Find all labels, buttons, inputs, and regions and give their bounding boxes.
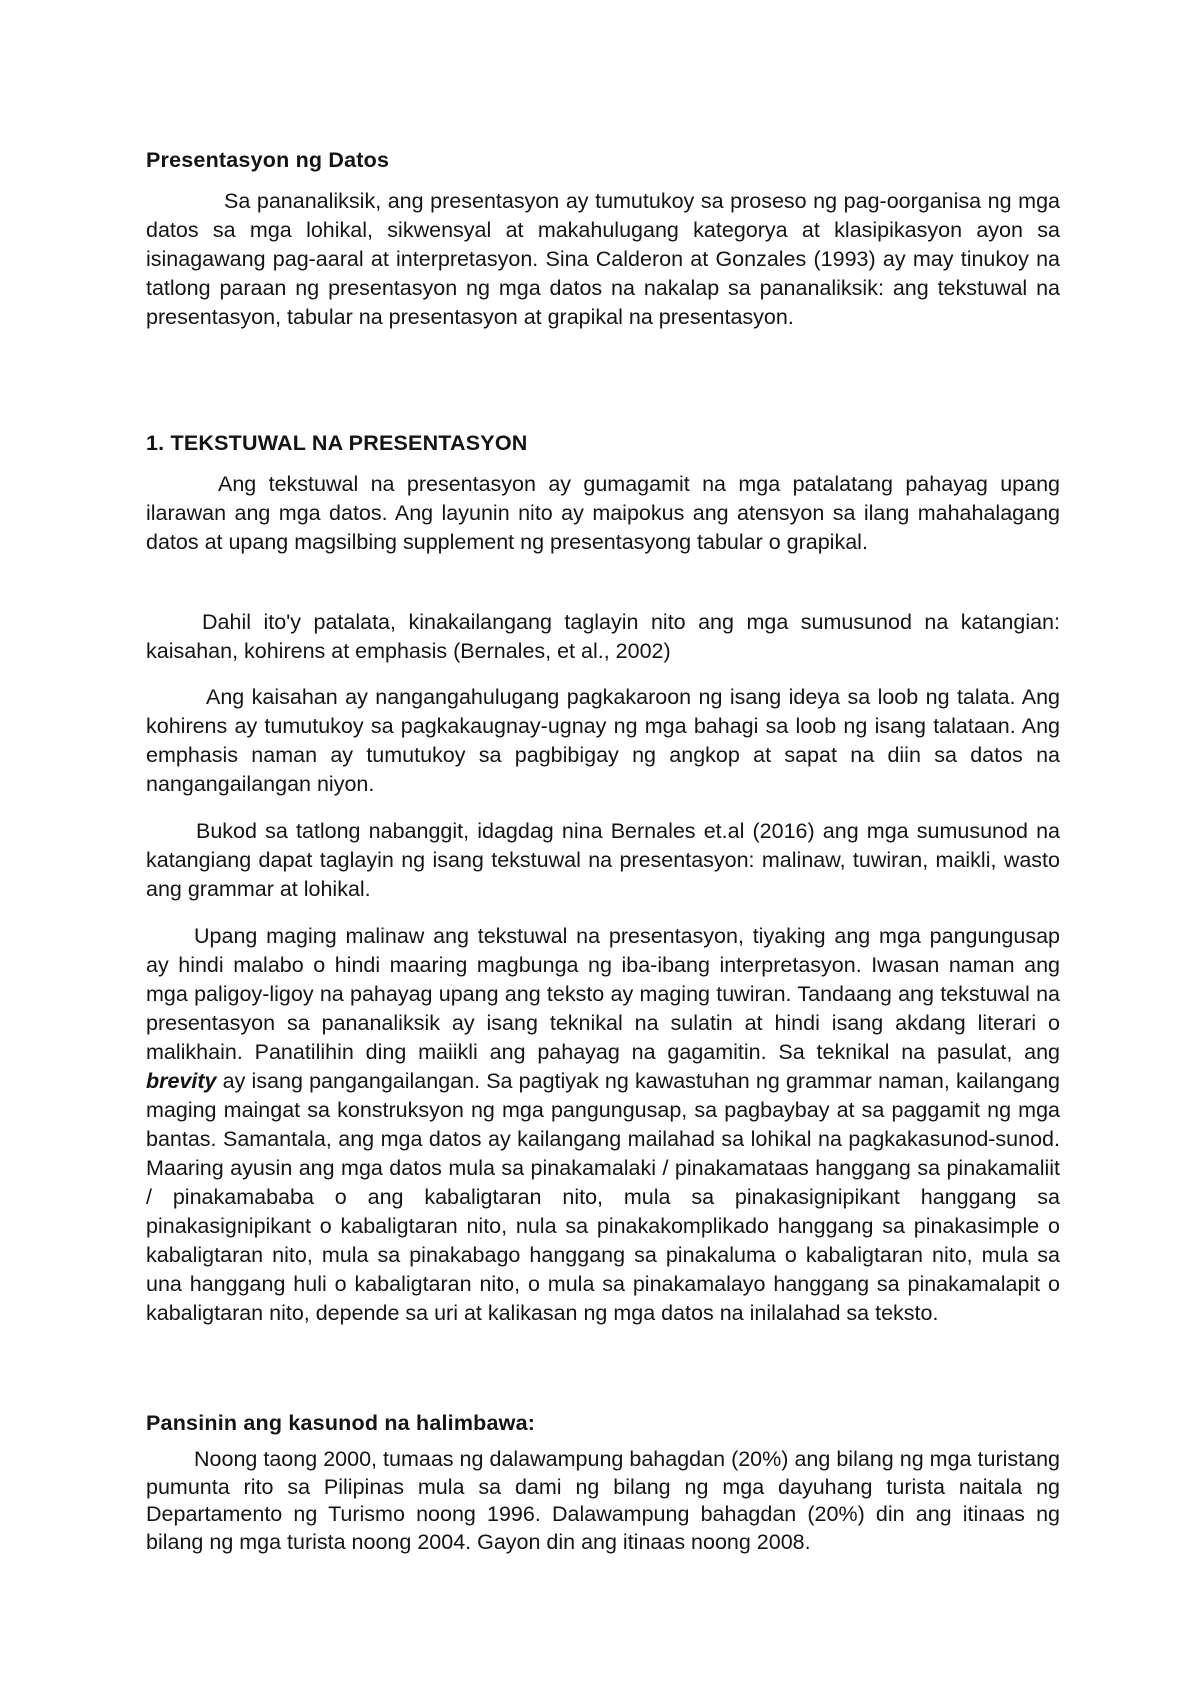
section-paragraph-2: Dahil ito'y patalata, kinakailangang taglayin nito ang mga sumusunod na katangian: kaisahan, kohirens at emphasis (Bernales, et al., 2002) (146, 610, 1060, 663)
example-paragraph: Noong taong 2000, tumaas ng dalawampung bahagdan (20%) ang bilang ng mga turistang pumunta rito sa Pilipinas mula sa dami ng bilang ng mga dayuhang turista naitala ng Departamento ng Turismo noong 1996. Dalawampung bahagdan (20%) din ang itinaas ng bilang ng mga turista noong 2004. Gayon din ang itinaas noong 2008. (146, 1447, 1060, 1554)
example-heading: Pansinin ang kasunod na halimbawa: (146, 1411, 536, 1435)
section-paragraph-4: Bukod sa tatlong nabanggit, idagdag nina Bernales et.al (2016) ang mga sumusunod na katangiang dapat taglayin ng isang tekstuwal na presentasyon: malinaw, tuwiran, maikli, wasto ang grammar at lohikal. (146, 819, 1060, 901)
paragraph-5-text-after: ay isang pangangailangan. Sa pagtiyak ng kawastuhan ng grammar naman, kailangang maging maingat sa konstruksyon ng mga pangungusap, sa pagbaybay at sa paggamit ng mga bantas. Samantala, ang mga datos ay kailangang mailahad sa lohikal na pagkakasunod-sunod. Maaring ayusin ang mga datos mula sa pinakamalaki / pinakamataas hanggang sa pinakamaliit / pinakamababa o ang kabaligtaran nito, mula sa pinakasignipikant hanggang sa pinakasignipikant o kabaligtaran nito, nula sa pinakakomplikado hanggang sa pinakasimple o kabaligtaran nito, mula sa pinakabago hanggang sa pinakaluma o kabaligtaran nito, mula sa una hanggang huli o kabaligtaran nito, o mula sa pinakamalayo hanggang sa pinakamalapit o kabaligtaran nito, depende sa uri at kalikasan ng mga datos na inilalahad sa teksto. (146, 1069, 1060, 1325)
section-heading: 1. TEKSTUWAL NA PRESENTASYON (146, 431, 528, 455)
paragraph-5-text-before: Upang maging malinaw ang tekstuwal na presentasyon, tiyaking ang mga pangungusap ay hindi malabo o hindi maaring magbunga ng iba-ibang interpretasyon. Iwasan naman ang mga paligoy-ligoy na pahayag upang ang teksto ay maging tuwiran. Tandaang ang tekstuwal na presentasyon sa pananaliksik ay isang teknikal na sulatin at hindi isang akdang literari o malikhain. Panatilihin ding maiikli ang pahayag na gagamitin. Sa teknikal na pasulat, ang (146, 924, 1060, 1064)
section-paragraph-5 (146, 922, 1060, 1328)
section-paragraph-3: Ang kaisahan ay nangangahulugang pagkakaroon ng isang ideya sa loob ng talata. Ang kohirens ay tumutukoy sa pagkakaugnay-ugnay ng mga bahagi sa loob ng isang talataan. Ang emphasis naman ay tumutukoy sa pagbibigay ng angkop at sapat na diin sa datos na nangangailangan niyon. (146, 685, 1060, 796)
section-paragraph-1: Ang tekstuwal na presentasyon ay gumagamit na mga patalatang pahayag upang ilarawan ang mga datos. Ang layunin nito ay maipokus ang atensyon sa ilang mahahalagang datos at upang magsilbing supplement ng presentasyong tabular o grapikal. (146, 472, 1060, 554)
intro-paragraph: Sa pananaliksik, ang presentasyon ay tumutukoy sa proseso ng pag-oorganisa ng mga datos sa mga lohikal, sikwensyal at makahulugang kategorya at klasipikasyon ayon sa isinagawang pag-aaral at interpretasyon. Sina Calderon at Gonzales (1993) ay may tinukoy na tatlong paraan ng presentasyon ng mga datos na nakalap sa pananaliksik: ang tekstuwal na presentasyon, tabular na presentasyon at grapikal na presentasyon. (146, 189, 1060, 329)
page-title: Presentasyon ng Datos (146, 148, 390, 172)
emphasis-brevity: brevity (146, 1069, 217, 1093)
